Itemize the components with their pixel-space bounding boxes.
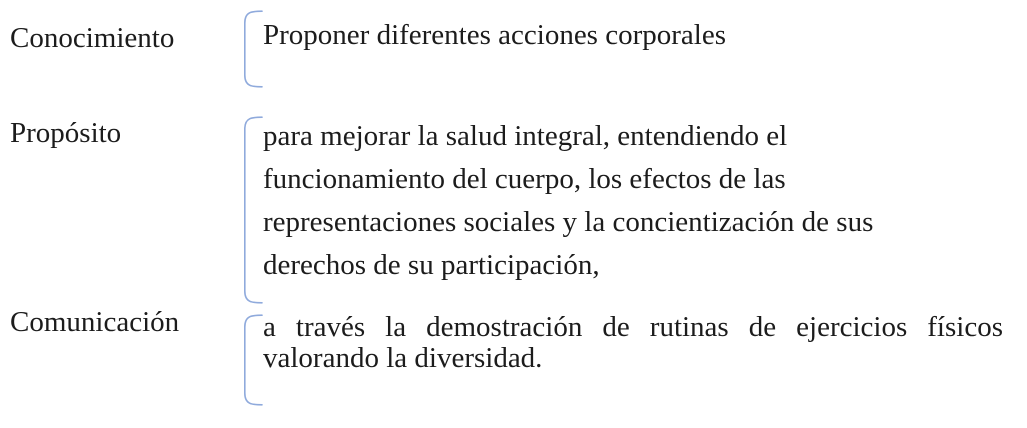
left-bracket-icon <box>242 314 263 406</box>
row-label-conocimiento: Conocimiento <box>10 22 175 54</box>
row-text-proposito <box>263 115 873 287</box>
text-line: derechos de su participación, <box>263 249 600 281</box>
row-label-comunicacion: Comunicación <box>10 306 180 338</box>
row-text-conocimiento <box>263 18 726 52</box>
text-line: funcionamiento del cuerpo, los efectos de las <box>263 163 786 195</box>
text-line: valorando la diversidad. <box>263 342 543 374</box>
left-bracket-icon <box>242 10 263 88</box>
left-bracket-icon <box>242 116 263 304</box>
text-line: Proponer diferentes acciones corporales <box>263 19 726 51</box>
text-line: para mejorar la salud integral, entendiendo el <box>263 120 788 152</box>
text-line: a través la demostración de rutinas de ejercicios físicos <box>263 311 1003 343</box>
text-line: representaciones sociales y la concientización de sus <box>263 206 874 238</box>
row-text-comunicacion <box>263 312 1003 374</box>
row-label-proposito: Propósito <box>10 117 122 149</box>
